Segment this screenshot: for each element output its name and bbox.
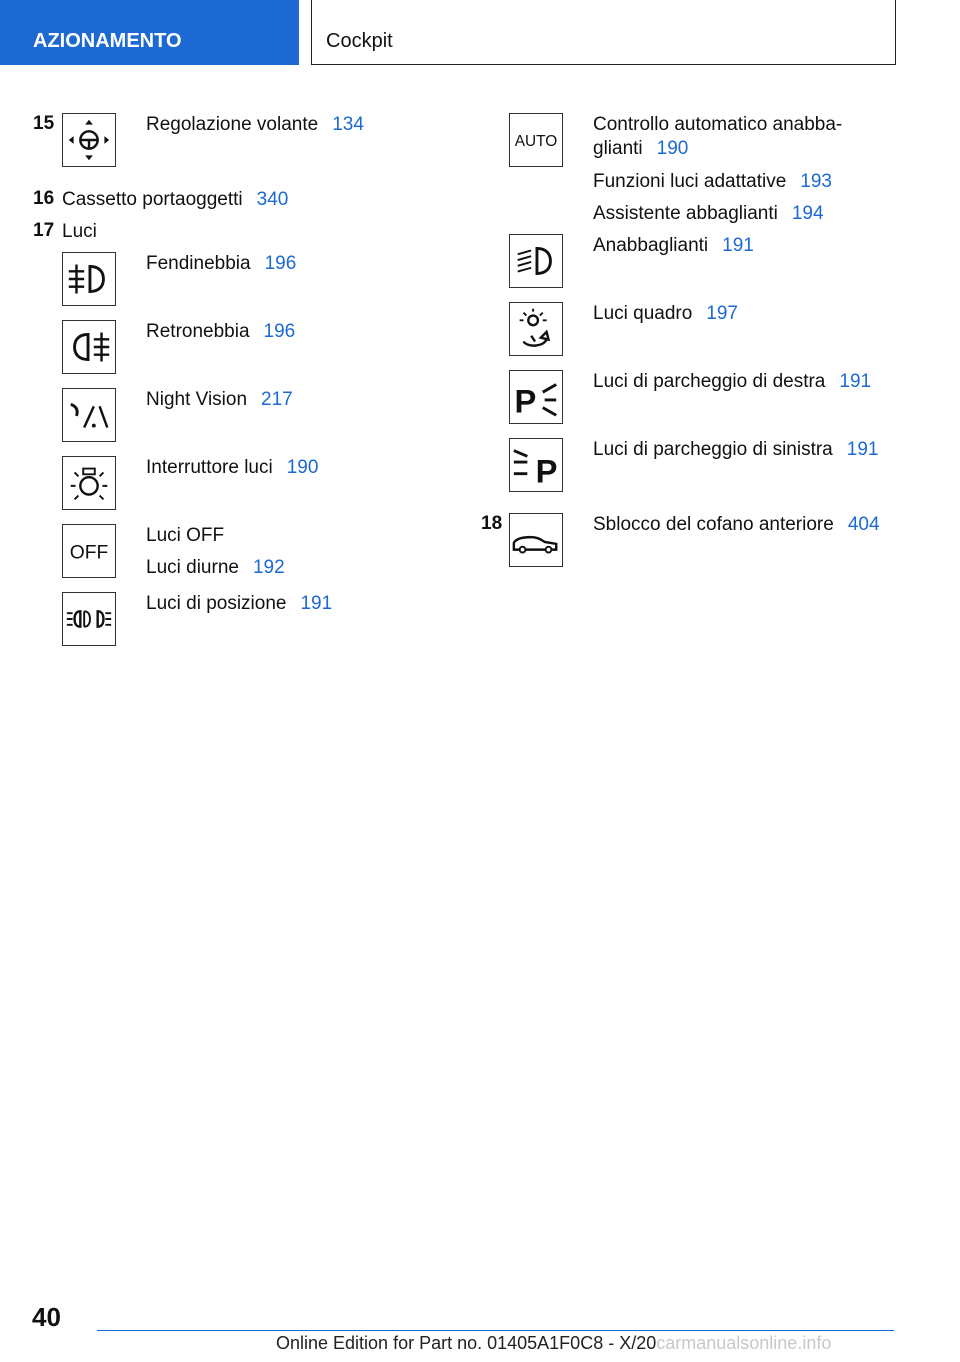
low-beam-icon xyxy=(509,234,563,288)
item-number-16: 16 xyxy=(33,188,55,209)
auto-icon-text: AUTO xyxy=(514,132,558,150)
position-lights-icon xyxy=(62,592,116,646)
item-number-15: 15 xyxy=(33,113,55,134)
footer-rule xyxy=(97,1330,894,1331)
off-icon-text: OFF xyxy=(69,542,109,564)
rear-fog-light-icon xyxy=(62,320,116,374)
parking-light-right-icon xyxy=(509,370,563,424)
light-switch-entry: Interruttore luci 190 xyxy=(146,457,319,478)
park-right-letter: P xyxy=(514,382,537,420)
page-link-196-b[interactable]: 196 xyxy=(263,321,296,342)
page-link-191-d[interactable]: 191 xyxy=(846,439,879,460)
page-link-196[interactable]: 196 xyxy=(264,253,297,274)
instrument-lighting-icon xyxy=(509,302,563,356)
hood-release-icon xyxy=(509,513,563,567)
front-fog-light-icon xyxy=(62,252,116,306)
item-number-17: 17 xyxy=(33,220,55,241)
night-vision-icon xyxy=(62,388,116,442)
page-link-197[interactable]: 197 xyxy=(706,303,738,324)
page-link-191[interactable]: 191 xyxy=(300,593,333,614)
page-link-194[interactable]: 194 xyxy=(791,203,824,224)
parking-light-right-entry: Luci di parcheggio di destra 191 xyxy=(593,371,872,392)
page-link-190[interactable]: 190 xyxy=(286,457,319,478)
lights-label: Luci xyxy=(62,221,97,242)
parking-light-left-entry: Luci di parcheggio di sinistra 191 xyxy=(593,439,879,460)
high-beam-assist-entry: Assistente abbaglianti 194 xyxy=(593,203,824,224)
position-lights-entry: Luci di posizione 191 xyxy=(146,593,333,614)
lights-off-icon xyxy=(62,524,116,578)
low-beam-entry: Anabbaglianti 191 xyxy=(593,235,754,256)
item-number-18: 18 xyxy=(481,513,503,534)
page-link-191-c[interactable]: 191 xyxy=(839,371,872,392)
auto-low-beam-line2: glianti 190 xyxy=(593,138,689,159)
auto-low-beam-line1: Controllo automatico anabba- xyxy=(593,114,843,135)
page-link-340[interactable]: 340 xyxy=(256,189,289,210)
front-fog-entry: Fendinebbia 196 xyxy=(146,253,297,274)
page-link-191-b[interactable]: 191 xyxy=(722,235,754,256)
light-switch-icon xyxy=(62,456,116,510)
hood-release-entry: Sblocco del cofano anteriore 404 xyxy=(593,514,880,535)
lights-off-entry: Luci OFF xyxy=(146,525,225,546)
rear-fog-entry: Retronebbia 196 xyxy=(146,321,296,342)
page-link-192[interactable]: 192 xyxy=(252,557,285,578)
park-left-letter: P xyxy=(535,452,558,490)
page-link-193[interactable]: 193 xyxy=(800,171,832,192)
auto-lights-icon xyxy=(509,113,563,167)
glovebox-entry: Cassetto portaoggetti 340 xyxy=(62,189,289,210)
page-number: 40 xyxy=(32,1302,61,1332)
watermark: carmanualsonline.info xyxy=(656,1333,832,1353)
adaptive-lights-entry: Funzioni luci adattative 193 xyxy=(593,171,832,192)
page-link-190-b[interactable]: 190 xyxy=(656,138,689,159)
footer-edition: Online Edition for Part no. 01405A1F0C8 - X/20carmanualsonline.info xyxy=(276,1333,832,1353)
steering-adjust-icon xyxy=(62,113,116,167)
page-link-217[interactable]: 217 xyxy=(261,389,293,410)
page-link-134[interactable]: 134 xyxy=(332,114,364,135)
chapter-title: Cockpit xyxy=(311,0,896,65)
section-tab: AZIONAMENTO xyxy=(0,0,299,65)
parking-light-left-icon xyxy=(509,438,563,492)
steering-adjust-entry: Regolazione volante 134 xyxy=(146,114,364,135)
instrument-lighting-entry: Luci quadro 197 xyxy=(593,303,738,324)
night-vision-entry: Night Vision 217 xyxy=(146,389,293,410)
page-link-404[interactable]: 404 xyxy=(847,514,880,535)
daytime-lights-entry: Luci diurne 192 xyxy=(146,557,285,578)
